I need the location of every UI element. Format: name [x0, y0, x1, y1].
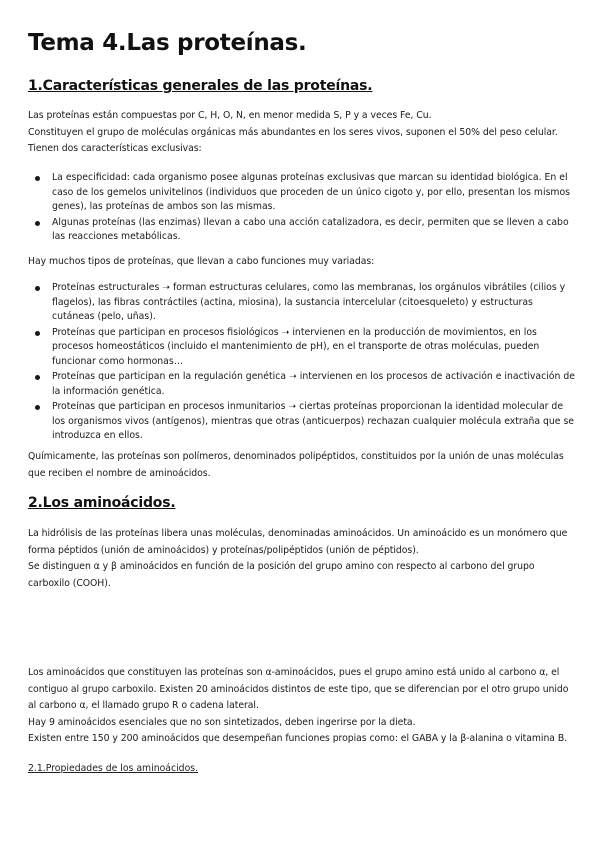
bullet-icon [35, 286, 40, 291]
intro-line-abundance: Constituyen el grupo de moléculas orgánicas más abundantes en los seres vivos, suponen el 50% del peso celular. [28, 126, 558, 138]
section-1-closing: Químicamente, las proteínas son polímeros, denominados polipéptidos, constituidos por la unión de unas moléculas que reciben el nombre de aminoácidos. [28, 451, 564, 479]
list-item [28, 171, 576, 215]
type-physiological: Proteínas que participan en procesos fisiológicos ➝ intervienen en la producción de movimientos, en los procesos homeostáticos (incluido el mantenimiento de pH), en el transporte de otras moléculas, pueden funcionar como hormonas… [52, 326, 540, 367]
list-item [28, 370, 576, 399]
intro-line-composition: Las proteínas están compuestas por C, H, O, N, en menor medida S, P y a veces Fe, Cu. [28, 110, 432, 121]
bullet-icon [35, 405, 40, 410]
characteristic-specificity: La especificidad: cada organismo posee algunas proteínas exclusivas que marcan su identidad biológica. En el caso de los gemelos univitelinos (individuos que proceden de un único cigoto y, por ello, presentan los mismos genes), las proteínas de ambos son las mismas. [52, 172, 570, 212]
alpha-beta-paragraph: Se distinguen α y β aminoácidos en función de la posición del grupo amino con respecto al carbono del grupo carboxilo (COOH). [28, 561, 535, 589]
list-item [28, 216, 576, 245]
section-2-heading: 2.Los aminoácidos. [28, 495, 176, 511]
list-item [28, 326, 576, 370]
page-title: Tema 4.Las proteínas. [28, 30, 307, 56]
list-item [28, 281, 576, 325]
types-intro: Hay muchos tipos de proteínas, que llevan a cabo funciones muy variadas: [28, 256, 375, 267]
list-item [28, 400, 576, 444]
characteristic-catalytic: Algunas proteínas (las enzimas) llevan a cabo una acción catalizadora, es decir, permiten que se lleven a cabo las reacciones metabólicas. [52, 216, 569, 242]
type-structural: Proteínas estructurales ➝ forman estructuras celulares, como las membranas, los orgánulos vibrátiles (cilios y flagelos), las fibras contráctiles (actina, miosina), la sustancia intercelular (citoesqueleto) y estructuras cutáneas (pelo, uñas). [52, 282, 566, 322]
essential-amino-paragraph: Hay 9 aminoácidos esenciales que no son sintetizados, deben ingerirse por la dieta. [28, 716, 416, 728]
characteristics-list [28, 171, 576, 246]
type-genetic: Proteínas que participan en la regulación genética ➝ intervienen en los procesos de activación e inactivación de la información genética. [52, 371, 575, 397]
bullet-icon [35, 375, 40, 380]
bullet-icon [35, 221, 40, 226]
bullet-icon [35, 176, 40, 181]
alpha-amino-paragraph: Los aminoácidos que constituyen las proteínas son α-aminoácidos, pues el grupo amino está unido al carbono α, el contiguo al grupo carboxilo. Existen 20 aminoácidos distintos de este tipo, que se diferencian por el otro grupo unido al carbono α, el llamado grupo R o cadena lateral. [28, 667, 569, 711]
section-1-intro [28, 108, 576, 158]
subsection-2-1-heading: 2.1.Propiedades de los aminoácidos. [28, 763, 199, 774]
bullet-icon [35, 331, 40, 336]
section-1-heading: 1.Características generales de las proteínas. [28, 78, 373, 94]
intro-line-exclusive: Tienen dos características exclusivas: [28, 143, 202, 154]
section-2-top-paragraphs [28, 526, 576, 592]
section-2-bottom-paragraphs [28, 665, 576, 748]
other-amino-paragraph: Existen entre 150 y 200 aminoácidos que desempeñan funciones propias como: el GABA y la β-alanina o vitamina B. [28, 733, 568, 744]
type-immune: Proteínas que participan en procesos inmunitarios ➝ ciertas proteínas proporcionan la identidad molecular de los organismos vivos (antígenos), mientras que otras (anticuerpos) rechazan cualquier molécula extraña que se introduzca en ellos. [52, 401, 575, 441]
protein-types-list [28, 281, 576, 445]
hydrolysis-paragraph: La hidrólisis de las proteínas libera unas moléculas, denominadas aminoácidos. Un aminoácido es un monómero que forma péptidos (unión de aminoácidos) y proteínas/polipéptidos (unión de péptidos). [28, 528, 568, 556]
